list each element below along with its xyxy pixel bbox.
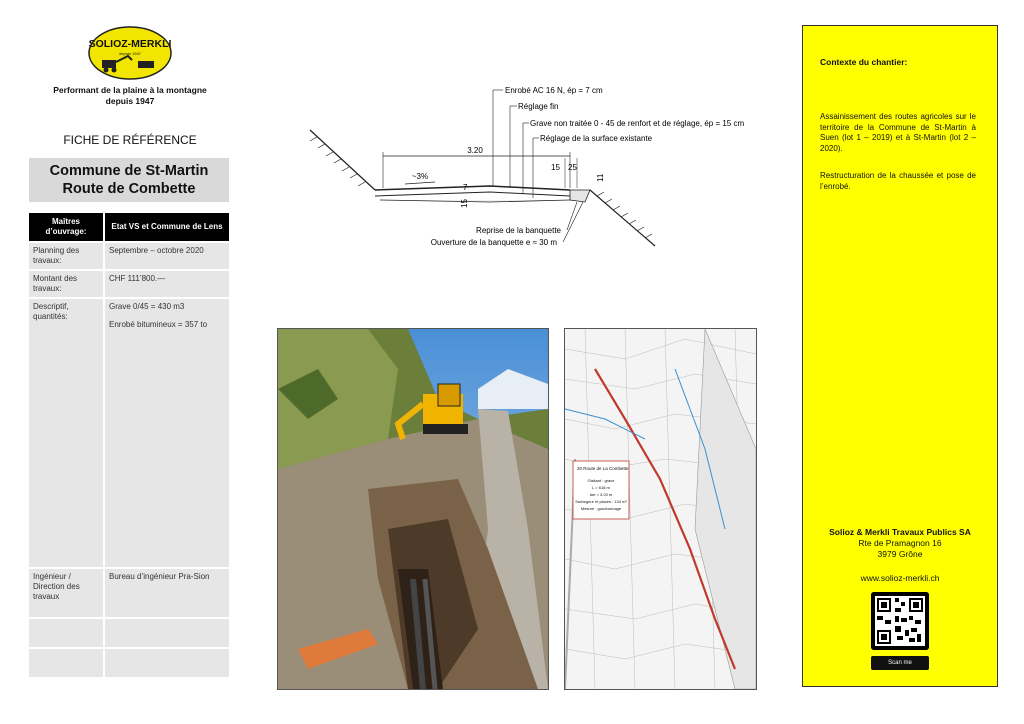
road-cross-section-diagram — [305, 78, 775, 250]
fiche-title: FICHE DE RÉFÉRENCE — [63, 133, 197, 147]
table-row — [29, 242, 229, 270]
context-title: Contexte du chantier: — [820, 57, 908, 67]
owner-header-value: Etat VS et Commune de Lens — [104, 213, 229, 242]
map-box-line3: larr = 3.20 m — [589, 492, 613, 497]
dim-7: 7 — [463, 183, 468, 192]
logo-subtext: depuis 1947 — [119, 51, 141, 56]
company-name: Solioz & Merkli Travaux Publics SA — [829, 527, 971, 537]
amount-label: Montant des travaux: — [29, 270, 104, 298]
engineer-value: Bureau d’ingénieur Pra-Sion — [104, 568, 229, 618]
planning-value: Septembre – octobre 2020 — [104, 242, 229, 270]
company-address — [808, 527, 992, 560]
label-reprise: Reprise de la banquette — [476, 226, 561, 235]
dimension-width: 3.20 — [467, 146, 483, 155]
empty-cell — [29, 648, 104, 678]
company-logo — [88, 26, 172, 80]
map-box-line1: Gisitant : grave — [587, 478, 615, 483]
map-box-line4: Surlargeur et places : 134 m² — [575, 499, 627, 504]
address-line1: Rte de Pramagnon 16 — [858, 538, 942, 548]
tagline — [30, 85, 230, 107]
logo-text: SOLIOZ-MERKLI — [88, 38, 172, 50]
table-header-row — [29, 213, 229, 242]
project-title-box — [29, 158, 229, 202]
table-row — [29, 648, 229, 678]
dim-15: 15 — [551, 163, 560, 172]
table-row — [29, 568, 229, 618]
label-surface: Réglage de la surface existante — [540, 134, 653, 143]
table-row — [29, 270, 229, 298]
empty-cell — [104, 618, 229, 648]
dim-15-vertical: 15 — [460, 199, 469, 208]
tagline-line2: depuis 1947 — [105, 96, 155, 106]
context-paragraph-2: Restructuration de la chaussée et pose de l’enrobé. — [820, 171, 976, 191]
slope-label: ~3% — [411, 172, 429, 181]
map-box-title: 20 Route de La Combette — [577, 466, 629, 471]
label-grave: Grave non traitée 0 - 45 de renfort et de réglage, ép = 15 cm — [530, 119, 745, 128]
site-location-map — [564, 328, 757, 690]
empty-cell — [29, 618, 104, 648]
label-reglage: Réglage fin — [518, 102, 559, 111]
address-line2: 3979 Grône — [877, 549, 923, 559]
qr-code-icon[interactable] — [871, 592, 929, 650]
website-link[interactable]: www.solioz-merkli.ch — [860, 573, 940, 583]
table-row — [29, 298, 229, 568]
label-ouverture: Ouverture de la banquette e ≈ 30 m — [430, 238, 557, 247]
construction-site-photo — [277, 328, 549, 690]
map-box-line2: L = 618 m — [592, 485, 610, 490]
description-label: Descriptif, quantités: — [29, 298, 104, 568]
quantity-enrobe: Enrobé bitumineux = 357 to — [109, 320, 208, 329]
engineer-label: Ingénieur / Direction des travaux — [29, 568, 104, 618]
project-commune: Commune de St-Martin — [49, 163, 209, 179]
map-box-line5: Mesure : goudronnage — [580, 506, 622, 511]
dim-25: 25 — [568, 163, 577, 172]
table-row — [29, 618, 229, 648]
empty-cell — [104, 648, 229, 678]
project-route: Route de Combette — [62, 181, 196, 197]
context-paragraph-1: Assainissement des routes agricoles sur le territoire de la Commune de St-Martin à Suen (lot 1 – 2019) et à St-Martin (lot 2 – 2020). — [820, 112, 976, 153]
project-info-table — [29, 213, 229, 679]
tagline-line1: Performant de la plaine à la montagne — [53, 85, 207, 95]
amount-value: CHF 111’800.— — [104, 270, 229, 298]
dim-11: 11 — [596, 173, 605, 182]
quantity-grave: Grave 0/45 = 430 m3 — [109, 302, 185, 311]
owner-header-label: Maîtres d’ouvrage: — [29, 213, 104, 242]
description-value — [104, 298, 229, 568]
planning-label: Planning des travaux: — [29, 242, 104, 270]
label-enrobe: Enrobé AC 16 N, ép = 7 cm — [505, 86, 603, 95]
scan-me-label[interactable]: Scan me — [871, 656, 929, 670]
